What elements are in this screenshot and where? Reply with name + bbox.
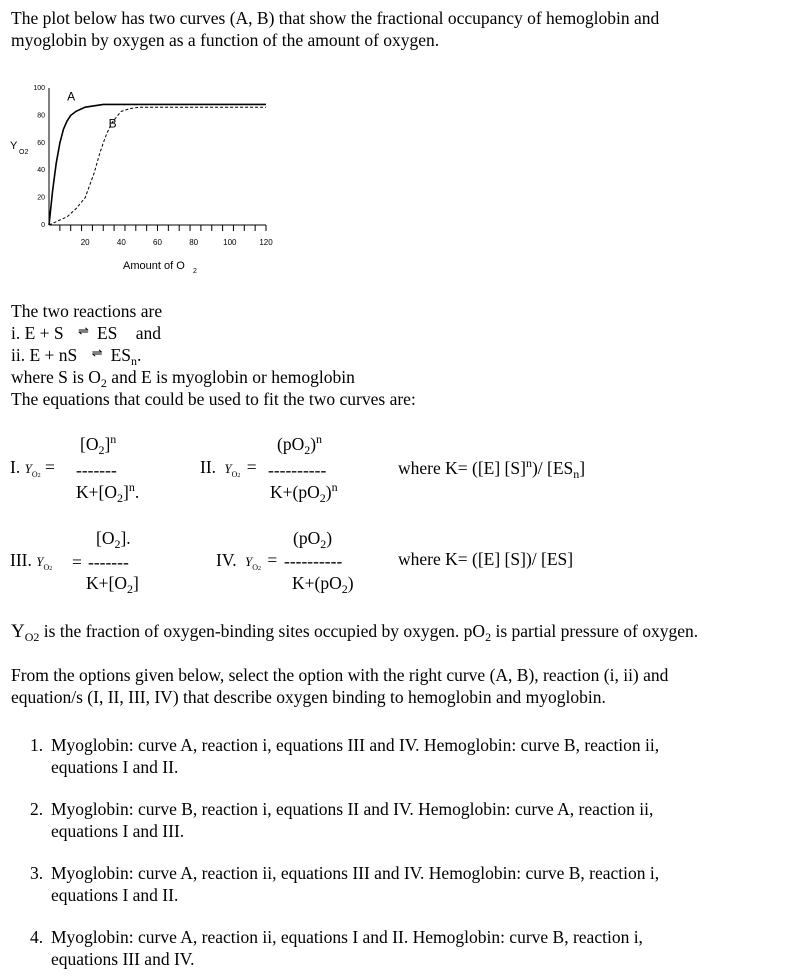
y-axis-label-sub: O2 <box>19 149 29 156</box>
reaction-i-reactants: i. E + S <box>11 323 64 343</box>
eq2-numerator: $(pO_2)^n$ <box>277 432 323 457</box>
eq2-fraction-bar: ---------- <box>268 460 327 480</box>
eq4-label: IV. $Y_{O2}$ = <box>216 550 278 572</box>
equilibrium-arrow-icon: ⇌ <box>91 345 103 360</box>
option-2[interactable] <box>30 798 750 842</box>
fit-text: The equations that could be used to fit the two curves are: <box>11 389 416 409</box>
option-number: 4. <box>30 927 44 947</box>
x-tick-label: 100 <box>223 238 237 247</box>
k-definition-simple: where K= ([E] [S])/ [ES] <box>398 549 574 569</box>
y-tick-label: 80 <box>37 112 45 120</box>
question-line-2: equation/s (I, II, III, IV) that describe oxygen binding to hemoglobin and myoglobin. <box>11 687 606 707</box>
eq2-label: II. $Y_{O2}$ = <box>200 457 257 479</box>
eq3-denominator: $K+[O_2]$ <box>86 573 139 596</box>
eq1-numerator: $[O_2]^n$ <box>80 432 117 457</box>
option-text: equations III and IV. <box>51 949 195 969</box>
option-text: equations I and III. <box>51 821 185 841</box>
x-axis-label: Amount of O <box>123 260 185 272</box>
definition-line: $Y_{O2}$ is the fraction of oxygen-binding sites occupied by oxygen. $pO_2$ is partial pressure of oxygen. <box>11 621 699 644</box>
eq3-numerator: $[O_2]$. <box>96 528 131 551</box>
k-definition-cooperative: where K= ([E] $[S]^n)/$ $[ES_n]$ <box>398 456 586 481</box>
y-tick-label: 0 <box>41 222 45 229</box>
option-1[interactable] <box>30 734 750 778</box>
x-tick-label: 60 <box>153 238 162 247</box>
where-line: where S is $O_2$ and E is myoglobin or hemoglobin <box>11 367 355 390</box>
option-text: Myoglobin: curve B, reaction i, equations II and IV. Hemoglobin: curve A, reaction ii, <box>51 799 654 819</box>
eq1-fraction-bar: ------- <box>76 460 117 480</box>
option-number: 3. <box>30 863 44 883</box>
equilibrium-arrow-icon: ⇌ <box>78 323 89 338</box>
eq4-denominator: $K+(pO_2)$ <box>292 573 354 596</box>
y-tick-label: 20 <box>37 194 45 202</box>
reaction-i-and: and <box>135 323 162 343</box>
option-text: equations I and II. <box>51 885 179 905</box>
x-tick-label: 20 <box>80 238 90 247</box>
intro-line-1: The plot below has two curves (A, B) that show the fractional occupancy of hemoglobin and <box>11 8 660 28</box>
y-axis-label: Y <box>10 140 18 152</box>
option-number: 2. <box>30 799 44 819</box>
reaction-i-product: ES <box>96 323 118 343</box>
eq2-denominator: $K+(pO_2)^n$ <box>270 480 338 505</box>
reaction-ii-reactants: ii. E + nS <box>11 345 78 365</box>
y-tick-label: 100 <box>33 85 45 92</box>
x-tick-label: 40 <box>116 238 126 247</box>
eq1-label: I. $Y_{O2}$ = <box>10 457 55 479</box>
option-text: Myoglobin: curve A, reaction i, equations III and IV. Hemoglobin: curve B, reaction ii, <box>51 735 660 755</box>
reaction-ii-product: ES <box>110 345 131 365</box>
option-text: Myoglobin: curve A, reaction ii, equations I and II. Hemoglobin: curve B, reaction i, <box>51 927 643 947</box>
intro-line-2: myoglobin by oxygen as a function of the amount of oxygen. <box>11 30 440 50</box>
eq4-fraction-bar: ---------- <box>284 551 343 571</box>
eq1-denominator: $K+[O_2]^n$. <box>76 480 140 505</box>
series-b-line <box>49 107 266 225</box>
x-tick-label: 80 <box>189 238 199 247</box>
x-axis-label-sub: 2 <box>193 268 197 275</box>
x-tick-label: 120 <box>259 238 273 247</box>
occupancy-chart <box>0 78 290 283</box>
curve-label-b: B <box>108 116 117 131</box>
series-a-line <box>49 104 266 225</box>
option-3[interactable] <box>30 862 750 906</box>
question-line-1: From the options given below, select the option with the right curve (A, B), reaction (i, ii) and <box>11 665 669 685</box>
eq4-numerator: $(pO_2)$ <box>293 528 333 551</box>
reaction-i <box>11 322 161 346</box>
reaction-ii: ii. E + nS ⇌ $ES_n$. <box>11 345 142 368</box>
eq3-equals: = <box>72 552 82 572</box>
option-4[interactable] <box>30 926 750 970</box>
curve-label-a: A <box>67 89 76 104</box>
eq3-fraction-bar: ------- <box>88 552 129 572</box>
reactions-heading: The two reactions are <box>11 301 163 321</box>
y-tick-label: 40 <box>37 167 45 175</box>
y-tick-label: 60 <box>37 139 45 147</box>
option-text: Myoglobin: curve A, reaction ii, equations III and IV. Hemoglobin: curve B, reaction i, <box>51 863 660 883</box>
option-number: 1. <box>30 735 44 755</box>
option-text: equations I and II. <box>51 757 179 777</box>
eq3-label: III. $Y_{O2}$ <box>10 550 53 572</box>
